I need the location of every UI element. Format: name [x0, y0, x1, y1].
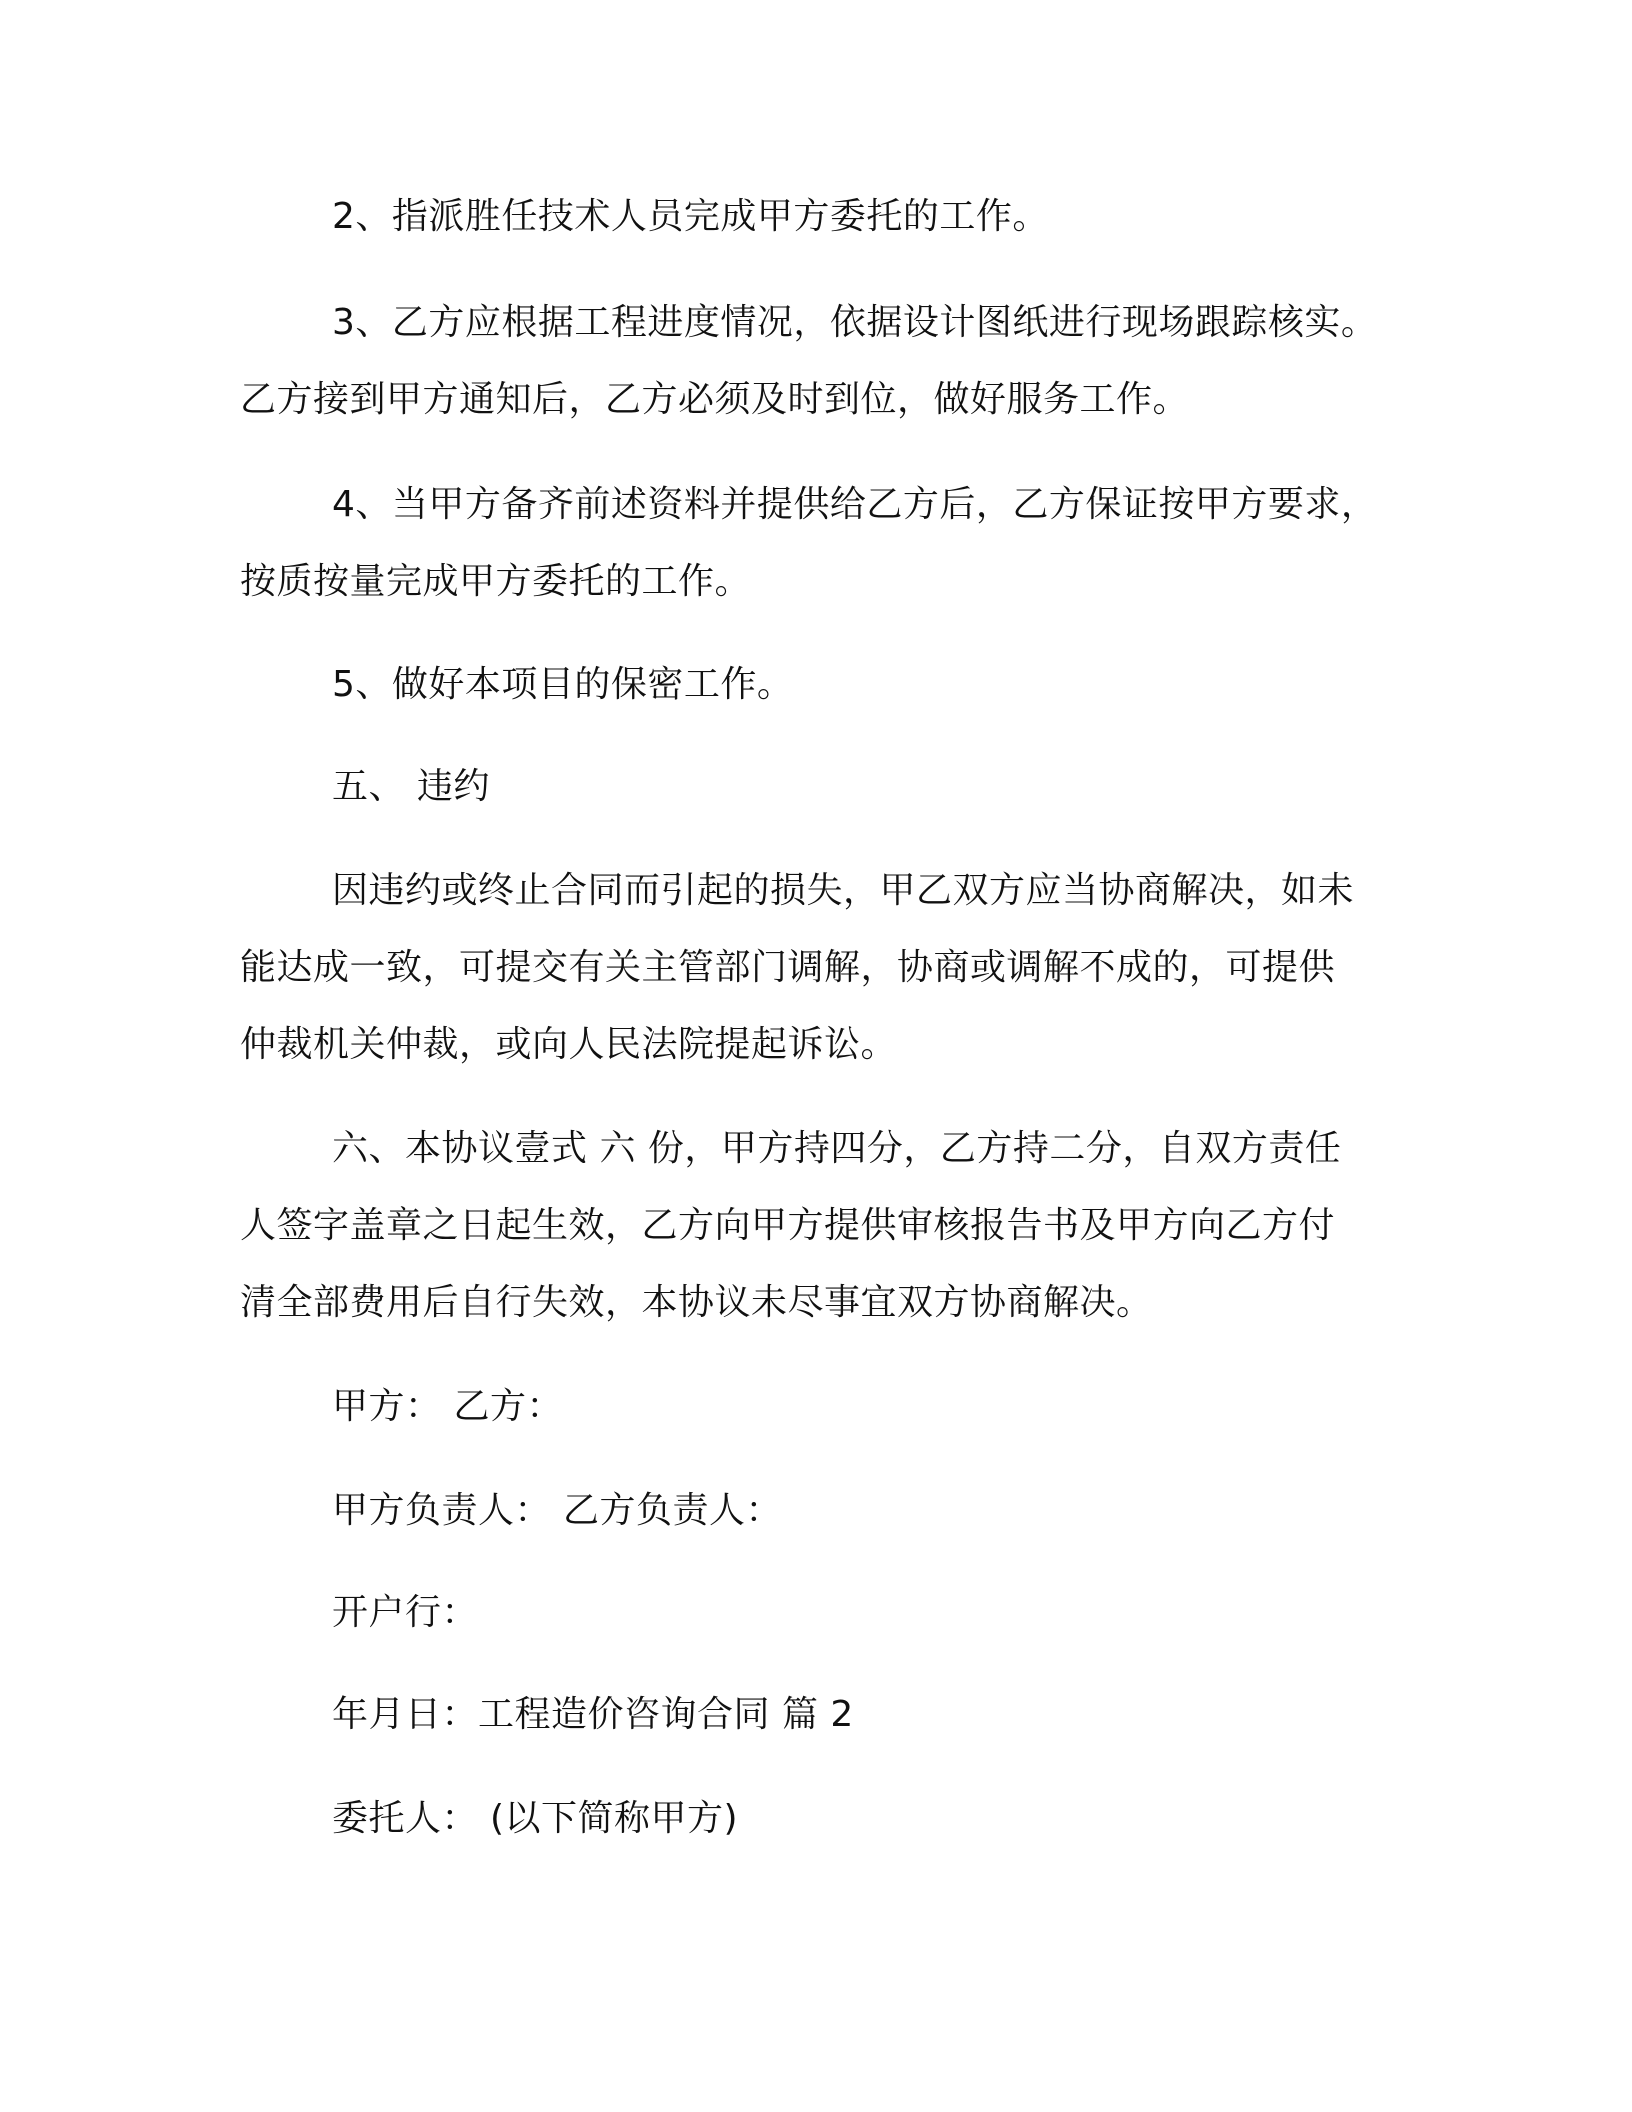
text-line: 按质按量完成甲方委托的工作。: [240, 561, 752, 602]
section-heading-breach: [240, 748, 1392, 825]
clause-5: [240, 646, 1392, 723]
signature-parties: [240, 1368, 1392, 1445]
signature-responsible: [240, 1472, 1392, 1549]
text-line: 委托人： (以下简称甲方): [332, 1798, 739, 1839]
text-line: 因违约或终止合同而引起的损失，甲乙双方应当协商解决，如未: [332, 870, 1355, 911]
text-line: 六、本协议壹式 六 份，甲方持四分，乙方持二分，自双方责任: [332, 1128, 1342, 1169]
client-field: [240, 1780, 1392, 1857]
clause-3: [240, 284, 1392, 438]
bank-field: [240, 1574, 1392, 1651]
text-line: 甲方： 乙方：: [332, 1386, 563, 1427]
text-line: 5、做好本项目的保密工作。: [332, 664, 794, 705]
breach-paragraph: [240, 852, 1392, 1083]
clause-6: [240, 1110, 1392, 1341]
clause-4: [240, 466, 1392, 620]
text-line: 年月日：工程造价咨询合同 篇 2: [332, 1694, 854, 1735]
text-line: 清全部费用后自行失效，本协议未尽事宜双方协商解决。: [240, 1282, 1153, 1323]
text-line: 乙方接到甲方通知后，乙方必须及时到位，做好服务工作。: [240, 379, 1190, 420]
text-line: 能达成一致，可提交有关主管部门调解，协商或调解不成的，可提供: [240, 947, 1336, 988]
text-line: 人签字盖章之日起生效，乙方向甲方提供审核报告书及甲方向乙方付: [240, 1205, 1336, 1246]
text-line: 五、 违约: [332, 766, 490, 807]
document-page: [240, 0, 1392, 2112]
date-and-title: [240, 1676, 1392, 1753]
text-line: 开户行：: [332, 1592, 479, 1633]
text-line: 2、指派胜任技术人员完成甲方委托的工作。: [332, 196, 1049, 237]
text-line: 仲裁机关仲裁，或向人民法院提起诉讼。: [240, 1024, 898, 1065]
text-line: 4、当甲方备齐前述资料并提供给乙方后，乙方保证按甲方要求，: [332, 484, 1378, 525]
text-line: 甲方负责人： 乙方负责人：: [332, 1490, 782, 1531]
clause-2: [240, 178, 1392, 255]
text-line: 3、乙方应根据工程进度情况，依据设计图纸进行现场跟踪核实。: [332, 302, 1378, 343]
